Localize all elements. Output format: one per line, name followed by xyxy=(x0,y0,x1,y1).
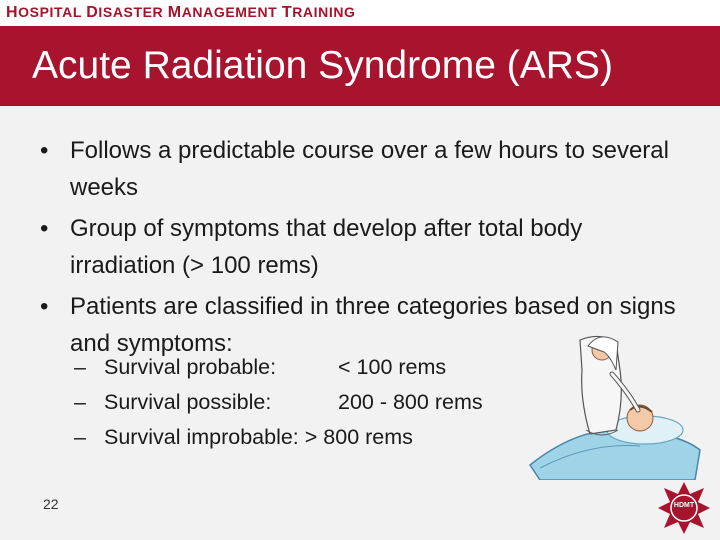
logo-text: HDMT xyxy=(673,502,695,509)
bullet-text: Group of symptoms that develop after total body irradiation (> 100 rems) xyxy=(70,215,583,279)
category-value: < 100 rems xyxy=(338,355,447,379)
dash-marker: – xyxy=(74,425,86,449)
bullet-text: Patients are classified in three categories based on signs and symptoms: xyxy=(70,293,676,357)
bullet-dot: • xyxy=(40,215,49,242)
slide-number: 22 xyxy=(43,496,59,512)
dash-marker: – xyxy=(74,355,86,379)
bullet-text: Follows a predictable course over a few hours to several weeks xyxy=(70,137,669,201)
top-banner xyxy=(0,0,720,26)
bullet-item xyxy=(38,132,688,206)
category-row xyxy=(74,420,534,455)
title-bar xyxy=(0,26,720,106)
category-label: Survival improbable: > 800 rems xyxy=(104,425,413,449)
slide-title: Acute Radiation Syndrome (ARS) xyxy=(32,44,613,87)
bullet-dot: • xyxy=(40,137,49,164)
category-row xyxy=(74,350,534,385)
survival-categories xyxy=(74,350,534,455)
dash-marker: – xyxy=(74,390,86,414)
bullet-item xyxy=(38,210,688,284)
nurse-caring-for-patient-illustration xyxy=(520,330,720,480)
banner-title: HOSPITAL DISASTER MANAGEMENT TRAINING xyxy=(6,4,356,21)
category-row xyxy=(74,385,534,420)
category-label: Survival probable: xyxy=(104,355,277,379)
category-label: Survival possible: xyxy=(104,390,272,414)
bullet-dot: • xyxy=(40,293,49,320)
category-value: 200 - 800 rems xyxy=(338,390,483,414)
